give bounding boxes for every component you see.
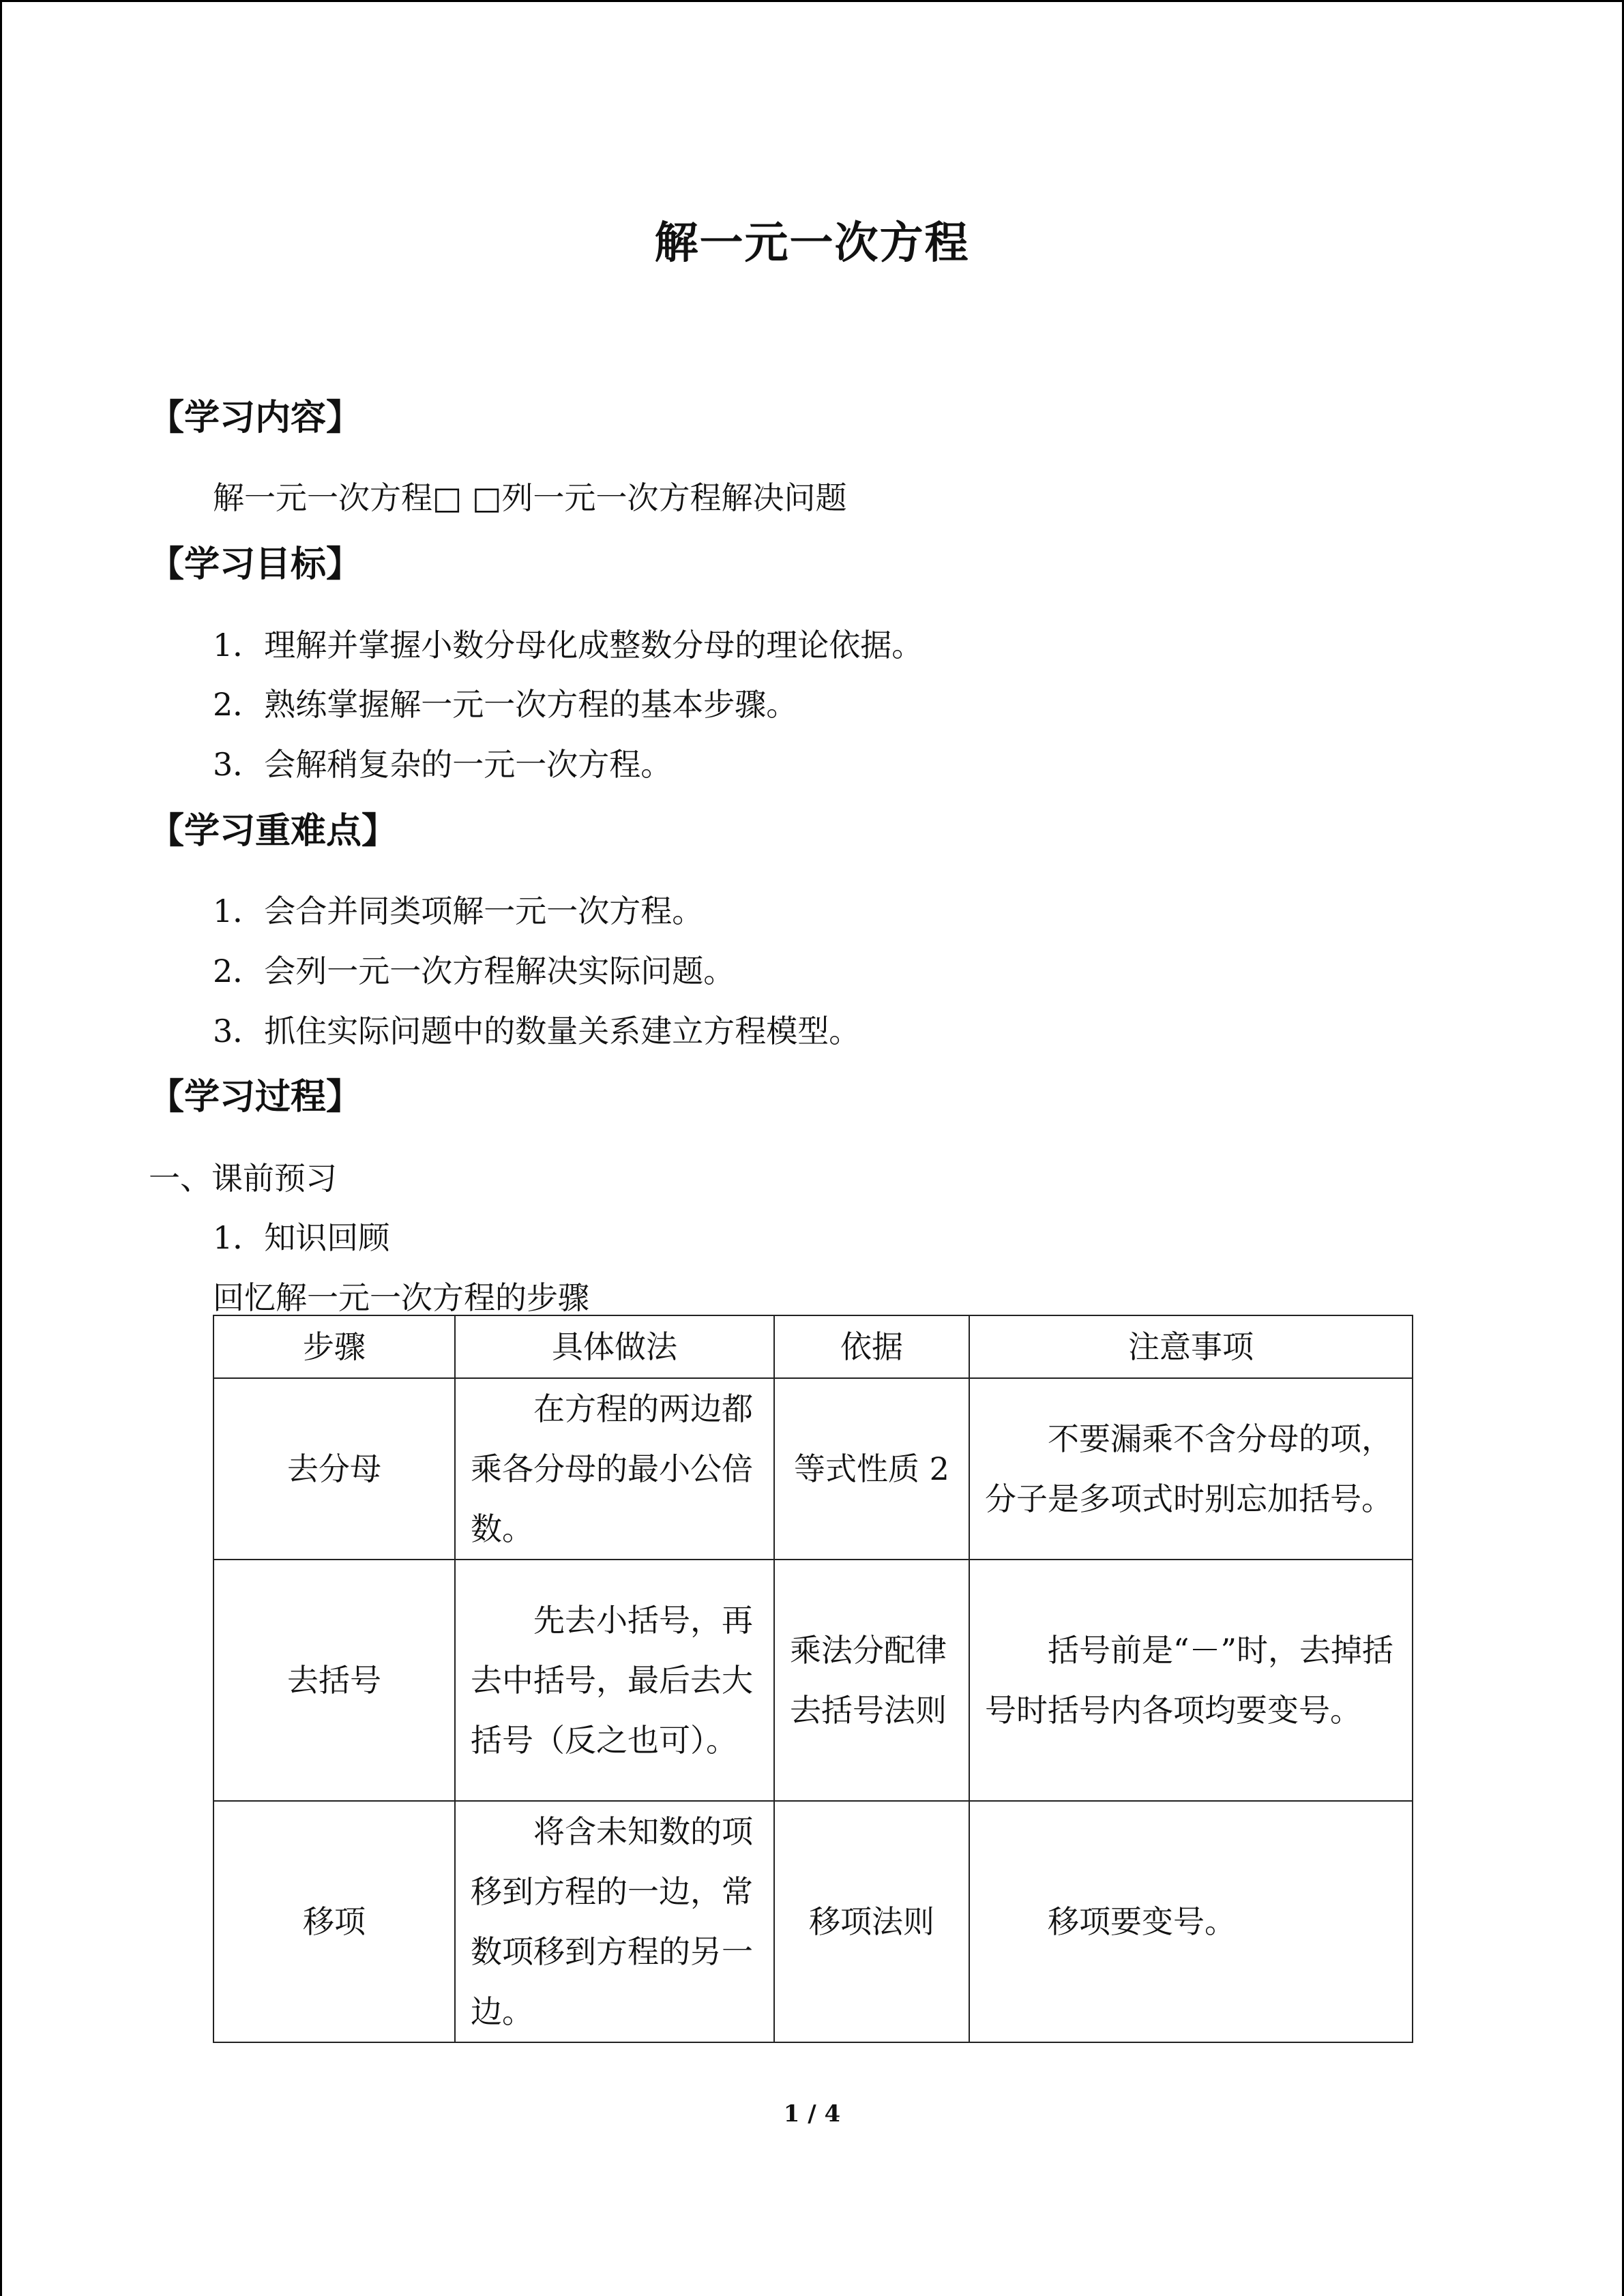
heading-key-points: 【学习重难点】 bbox=[149, 811, 398, 852]
heading-process: 【学习过程】 bbox=[149, 1077, 362, 1118]
row1-basis: 等式性质 2 bbox=[774, 1378, 969, 1560]
goal-item-1: 1．理解并掌握小数分母化成整数分母的理论依据。 bbox=[213, 627, 924, 664]
row3-basis: 移项法则 bbox=[774, 1801, 969, 2042]
table-row bbox=[213, 1378, 1413, 1560]
row2-basis: 乘法分配律去括号法则 bbox=[774, 1560, 969, 1801]
row1-note: 不要漏乘不含分母的项，分子是多项式时别忘加括号。 bbox=[969, 1378, 1413, 1560]
header-note: 注意事项 bbox=[969, 1315, 1413, 1378]
table-row bbox=[213, 1801, 1413, 2042]
row1-step: 去分母 bbox=[213, 1378, 455, 1560]
row2-method: 先去小括号，再去中括号，最后去大括号（反之也可）。 bbox=[455, 1560, 774, 1801]
heading-content: 【学习内容】 bbox=[149, 398, 362, 438]
row2-note: 括号前是“－”时，去掉括号时括号内各项均要变号。 bbox=[969, 1560, 1413, 1801]
content-text: 解一元一次方程□ □列一元一次方程解决问题 bbox=[213, 479, 847, 516]
goal-item-3: 3．会解稍复杂的一元一次方程。 bbox=[213, 746, 673, 783]
process-part-1: 一、课前预习 bbox=[149, 1160, 337, 1197]
row3-note: 移项要变号。 bbox=[969, 1801, 1413, 2042]
key-point-1: 1．会合并同类项解一元一次方程。 bbox=[213, 893, 704, 929]
process-sub-1: 1．知识回顾 bbox=[213, 1219, 390, 1256]
document-title: 解一元一次方程 bbox=[654, 218, 970, 269]
header-basis: 依据 bbox=[774, 1315, 969, 1378]
key-point-2: 2．会列一元一次方程解决实际问题。 bbox=[213, 953, 735, 989]
goal-item-2: 2．熟练掌握解一元一次方程的基本步骤。 bbox=[213, 686, 798, 723]
row2-step: 去括号 bbox=[213, 1560, 455, 1801]
steps-table bbox=[213, 1315, 1413, 2043]
table-row bbox=[213, 1560, 1413, 1801]
heading-goals: 【学习目标】 bbox=[149, 544, 362, 585]
header-method: 具体做法 bbox=[455, 1315, 774, 1378]
page-number: 1 / 4 bbox=[783, 2100, 841, 2128]
key-point-3: 3．抓住实际问题中的数量关系建立方程模型。 bbox=[213, 1013, 861, 1049]
table-header-row bbox=[213, 1315, 1413, 1378]
table-caption: 回忆解一元一次方程的步骤 bbox=[213, 1279, 589, 1316]
row1-method: 在方程的两边都乘各分母的最小公倍数。 bbox=[455, 1378, 774, 1560]
row3-step: 移项 bbox=[213, 1801, 455, 2042]
header-step: 步骤 bbox=[213, 1315, 455, 1378]
row3-method: 将含未知数的项移到方程的一边，常数项移到方程的另一边。 bbox=[455, 1801, 774, 2042]
